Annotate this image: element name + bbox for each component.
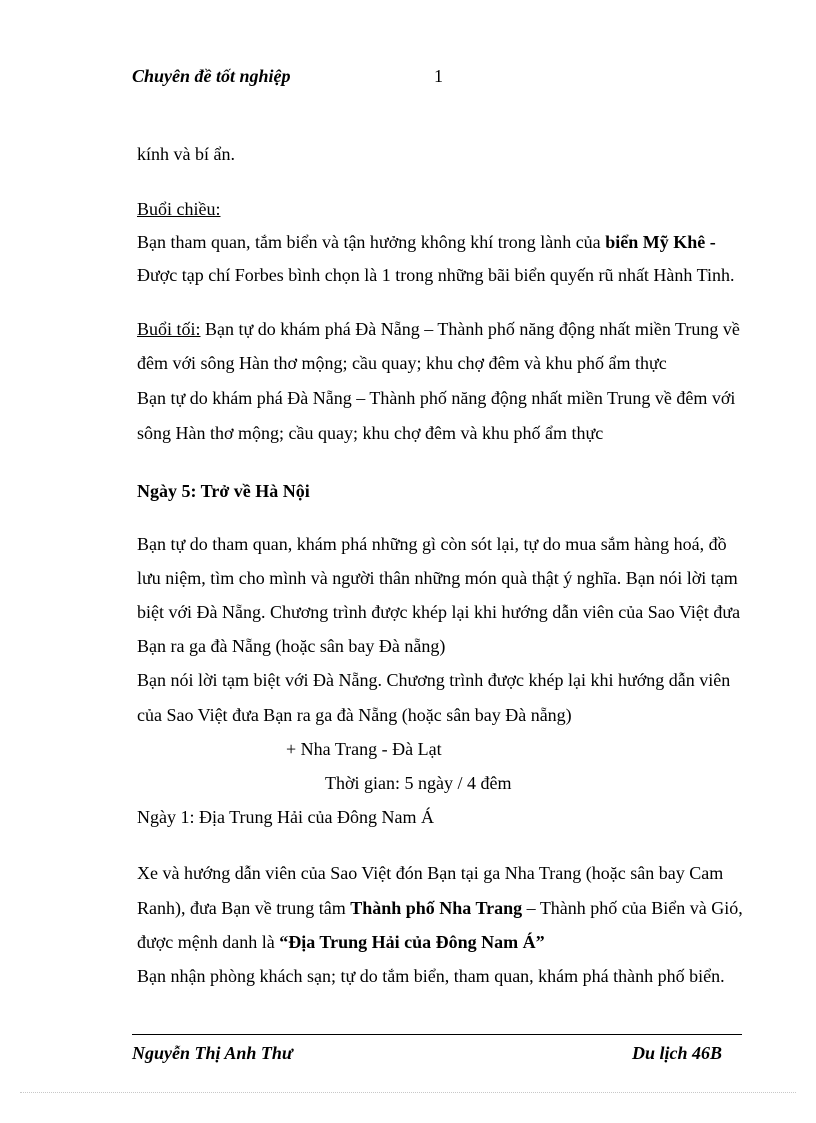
paragraph-line: biệt với Đà Nẵng. Chương trình được khép lại khi hướng dẫn viên của Sao Việt đưa: [137, 602, 741, 622]
footer-divider: [132, 1034, 742, 1035]
section-heading-afternoon: Buổi chiều:: [137, 199, 221, 219]
text-run: Ranh), đưa Bạn về trung tâm: [137, 898, 351, 918]
paragraph-line: [137, 318, 740, 340]
paragraph-line: của Sao Việt đưa Bạn ra ga đà Nẵng (hoặc sân bay Đà nẵng): [137, 705, 572, 725]
header-title: Chuyên đề tốt nghiệp: [132, 66, 291, 86]
text-run: Bạn tự do khám phá Đà Nẵng – Thành phố năng động nhất miền Trung về: [200, 319, 740, 339]
paragraph-line: Bạn nói lời tạm biệt với Đà Nẵng. Chương trình được khép lại khi hướng dẫn viên: [137, 670, 731, 690]
day-heading: Ngày 5: Trở về Hà Nội: [137, 481, 310, 501]
text-run: được mệnh danh là: [137, 932, 280, 952]
text-run-bold: “Địa Trung Hải của Đông Nam Á”: [279, 932, 545, 952]
paragraph-line: Bạn tự do khám phá Đà Nẵng – Thành phố năng động nhất miền Trung về đêm với: [137, 388, 736, 408]
paragraph-line: Bạn ra ga đà Nẵng (hoặc sân bay Đà nẵng): [137, 636, 446, 656]
paragraph-line: [137, 931, 545, 953]
page-number: 1: [434, 66, 443, 86]
paragraph-line: kính và bí ẩn.: [137, 144, 235, 164]
footer-author: Nguyễn Thị Anh Thư: [132, 1043, 293, 1063]
paragraph-line: Xe và hướng dẫn viên của Sao Việt đón Bạn tại ga Nha Trang (hoặc sân bay Cam: [137, 863, 724, 883]
text-run: – Thành phố của Biển và Gió,: [522, 898, 743, 918]
footer-class: Du lịch 46B: [632, 1043, 723, 1063]
day-heading: Ngày 1: Địa Trung Hải của Đông Nam Á: [137, 807, 434, 827]
section-heading-evening: Buổi tối:: [137, 319, 201, 339]
paragraph-line: Bạn nhận phòng khách sạn; tự do tắm biển, tham quan, khám phá thành phố biển.: [137, 966, 725, 986]
paragraph-line: lưu niệm, tìm cho mình và người thân những món quà thật ý nghĩa. Bạn nói lời tạm: [137, 568, 738, 588]
paragraph-line: Được tạp chí Forbes bình chọn là 1 trong những bãi biển quyến rũ nhất Hành Tinh.: [137, 265, 735, 285]
text-run: Bạn tham quan, tắm biển và tận hưởng không khí trong lành của: [137, 232, 606, 252]
paragraph-line: sông Hàn thơ mộng; cầu quay; khu chợ đêm và khu phố ẩm thực: [137, 423, 604, 443]
paragraph-line: [137, 897, 743, 919]
text-run-bold: Thành phố Nha Trang: [350, 898, 523, 918]
text-run-bold: biển Mỹ Khê -: [605, 232, 716, 252]
tour-title: + Nha Trang - Đà Lạt: [286, 739, 442, 759]
paragraph-line: đêm với sông Hàn thơ mộng; cầu quay; khu chợ đêm và khu phố ẩm thực: [137, 353, 667, 373]
paragraph-line: [137, 231, 716, 253]
tour-duration: Thời gian: 5 ngày / 4 đêm: [325, 773, 512, 793]
page-bottom-edge: [20, 1092, 796, 1093]
paragraph-line: Bạn tự do tham quan, khám phá những gì còn sót lại, tự do mua sắm hàng hoá, đồ: [137, 534, 727, 554]
